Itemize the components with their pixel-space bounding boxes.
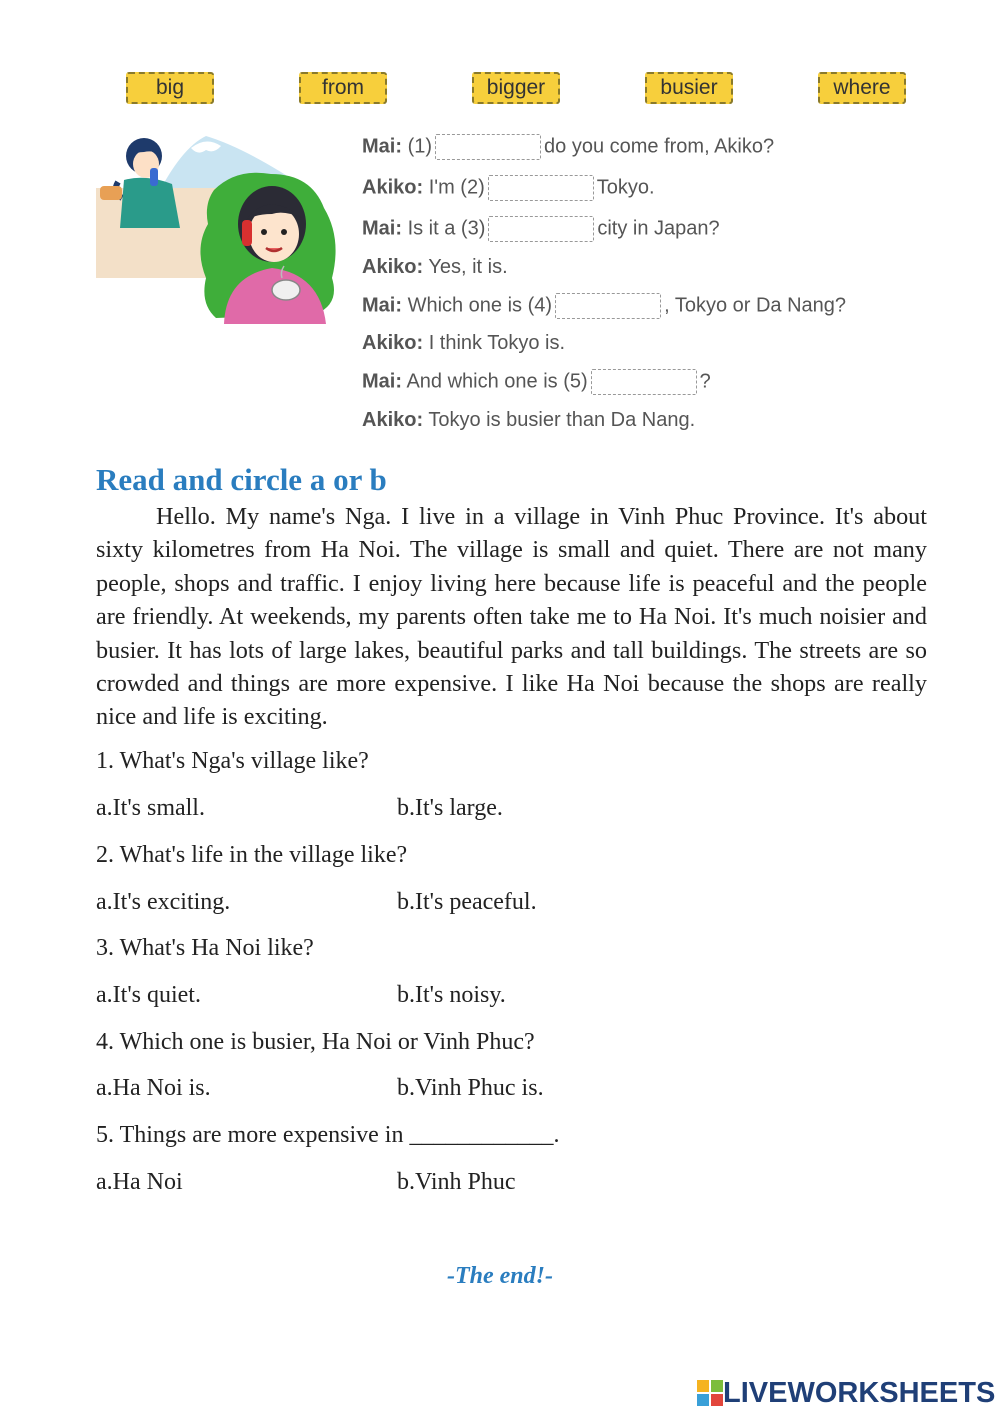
answer-blank-2[interactable]	[488, 175, 594, 201]
word-chip-where[interactable]: where	[818, 72, 906, 104]
speaker-akiko: Akiko:	[362, 176, 424, 199]
option-4b[interactable]: b.Vinh Phuc is.	[397, 1075, 544, 1101]
option-1a[interactable]: a.It's small.	[96, 795, 205, 821]
word-chip-busier[interactable]: busier	[645, 72, 733, 104]
dialogue-line-3	[362, 216, 720, 242]
dialogue-text: do you come from, Akiko?	[544, 135, 775, 158]
dialogue-text: Is it a (3)	[407, 217, 486, 240]
liveworksheets-logo-text: LIVEWORKSHEETS	[723, 1376, 996, 1409]
dialogue-text: , Tokyo or Da Nang?	[664, 294, 847, 317]
option-3a[interactable]: a.It's quiet.	[96, 982, 201, 1008]
dialogue-text: city in Japan?	[597, 217, 720, 240]
dialogue-line-1	[362, 134, 774, 160]
dialogue-text: Which one is (4)	[407, 294, 553, 317]
dialogue-line-4	[362, 256, 508, 279]
dialogue-line-5	[362, 293, 846, 319]
word-chip-from[interactable]: from	[299, 72, 387, 104]
option-4a[interactable]: a.Ha Noi is.	[96, 1075, 211, 1101]
speaker-mai: Mai:	[362, 135, 402, 158]
dialogue-line-8	[362, 409, 695, 432]
option-2b[interactable]: b.It's peaceful.	[397, 889, 537, 915]
question-2: 2. What's life in the village like?	[96, 842, 408, 868]
question-5: 5. Things are more expensive in ____________.	[96, 1122, 560, 1148]
word-bank	[0, 72, 1000, 108]
speaker-mai: Mai:	[362, 370, 402, 393]
section-heading: Read and circle a or b	[96, 462, 387, 497]
liveworksheets-logo-icon	[697, 1380, 723, 1406]
phone-call-illustration	[96, 128, 342, 324]
speaker-akiko: Akiko:	[362, 332, 424, 354]
answer-blank-4[interactable]	[555, 293, 661, 319]
dialogue-text: And which one is (5)	[406, 370, 588, 393]
dialogue-text: I think Tokyo is.	[428, 332, 566, 354]
option-2a[interactable]: a.It's exciting.	[96, 889, 231, 915]
answer-blank-5[interactable]	[591, 369, 697, 395]
answer-blank-1[interactable]	[435, 134, 541, 160]
dialogue-text: (1)	[407, 135, 433, 158]
reading-passage: Hello. My name's Nga. I live in a village in Vinh Phuc Province. It's about sixty kilometres from Ha Noi. The village is small and quiet. There are not many people, shops and traffic. I enjoy living here because life is peaceful and the people are friendly. At weekends, my parents often take me to Ha Noi. It's much noisier and busier. It has lots of large lakes, beautiful parks and tall buildings. The streets are so crowded and things are more expensive. I like Ha Noi because the shops are really nice and life is exciting.	[96, 503, 927, 731]
dialogue-text: ?	[699, 370, 711, 393]
word-chip-bigger[interactable]: bigger	[472, 72, 560, 104]
word-chip-big[interactable]: big	[126, 72, 214, 104]
dialogue-line-7	[362, 369, 711, 395]
speaker-mai: Mai:	[362, 294, 402, 317]
dialogue-text: Yes, it is.	[428, 256, 508, 278]
dialogue-line-6	[362, 332, 565, 355]
speaker-akiko: Akiko:	[362, 409, 424, 431]
dialogue-text: Tokyo.	[596, 176, 655, 199]
option-3b[interactable]: b.It's noisy.	[397, 982, 506, 1008]
liveworksheets-logo	[697, 1376, 995, 1410]
answer-blank-3[interactable]	[488, 216, 594, 242]
question-4: 4. Which one is busier, Ha Noi or Vinh Phuc?	[96, 1029, 535, 1055]
question-3: 3. What's Ha Noi like?	[96, 935, 314, 961]
dialogue-text: Tokyo is busier than Da Nang.	[428, 409, 696, 431]
option-5a[interactable]: a.Ha Noi	[96, 1169, 183, 1195]
option-1b[interactable]: b.It's large.	[397, 795, 503, 821]
dialogue-text: I'm (2)	[428, 176, 485, 199]
speaker-mai: Mai:	[362, 217, 402, 240]
dialogue-line-2	[362, 175, 655, 201]
option-5b[interactable]: b.Vinh Phuc	[397, 1169, 516, 1195]
the-end-text: -The end!-	[447, 1263, 553, 1289]
question-1: 1. What's Nga's village like?	[96, 748, 369, 774]
speaker-akiko: Akiko:	[362, 256, 424, 278]
